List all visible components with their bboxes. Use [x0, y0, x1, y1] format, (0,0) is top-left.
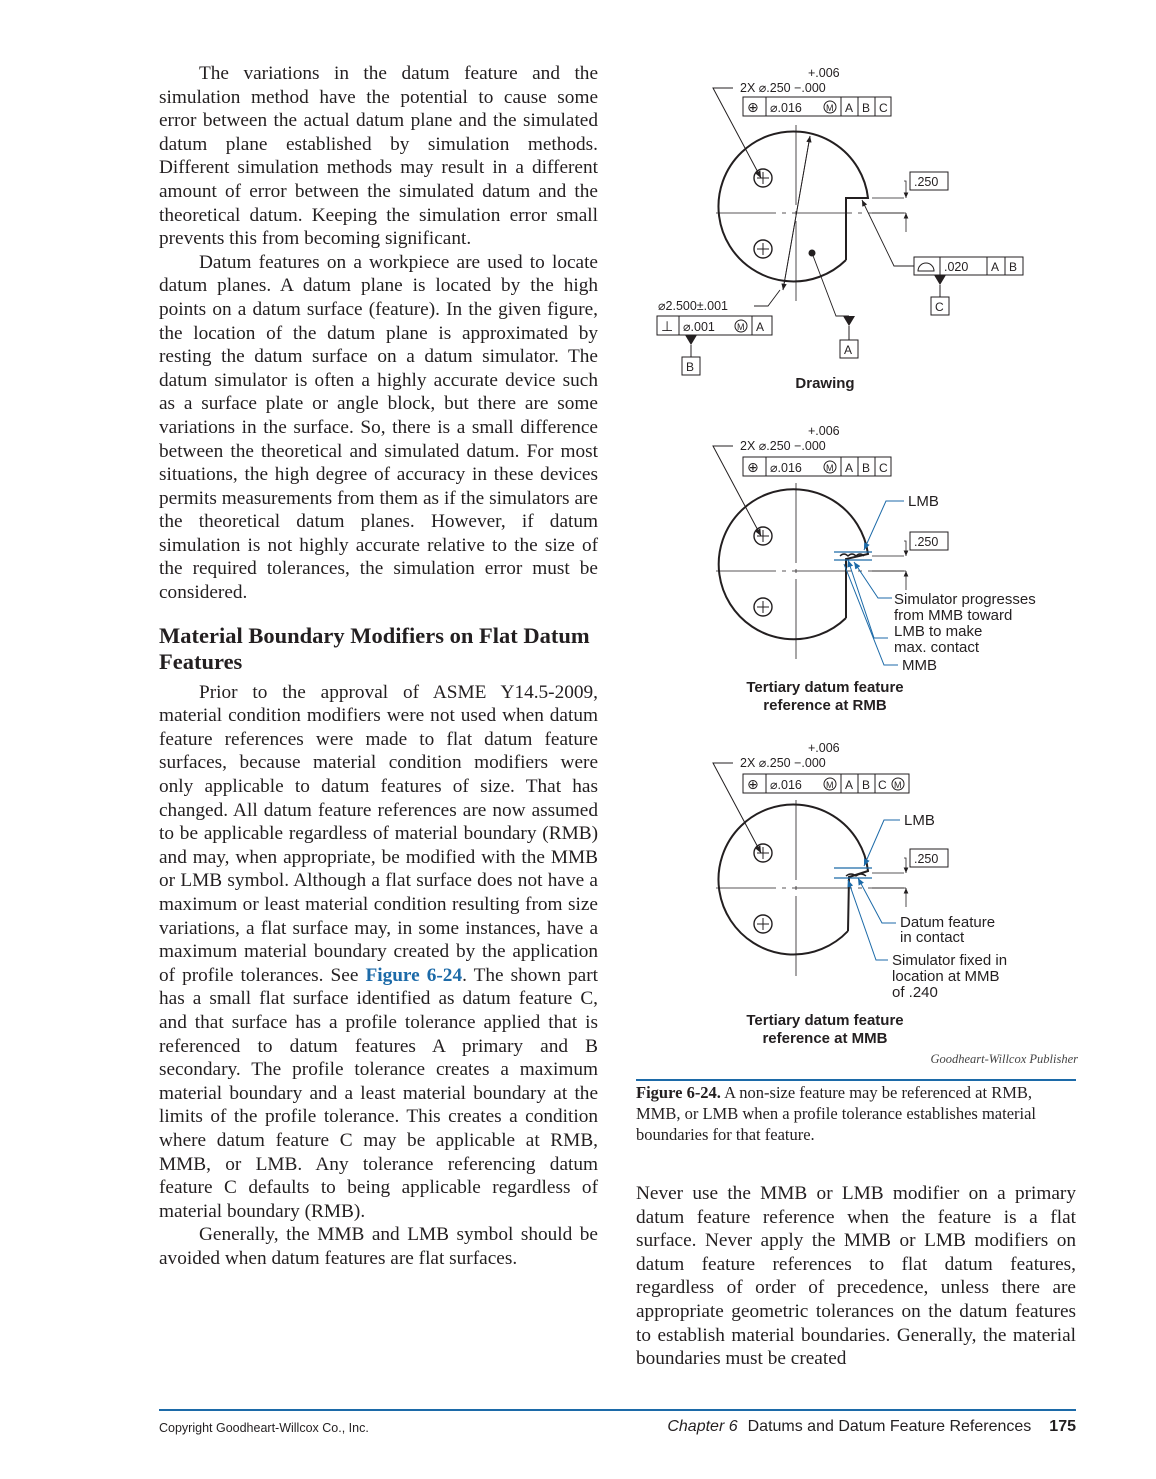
figure-caption [636, 1082, 1076, 1145]
position-symbol-icon: ⊕ [747, 459, 759, 475]
figure-6-24 [636, 60, 1078, 1070]
panel-title: Drawing [795, 375, 855, 392]
mmc-modifier: M [826, 103, 834, 113]
datum-ref: B [862, 461, 871, 475]
panel-rmb [713, 424, 1036, 714]
contact-note: Datum feature [900, 914, 996, 931]
basic-dim-250: .250 [914, 175, 939, 189]
panel-title: Tertiary datum feature [746, 1012, 904, 1029]
datum-ref: A [991, 260, 1000, 274]
datum-ref: A [845, 461, 854, 475]
simulator-fixed-note: of .240 [892, 984, 938, 1001]
datum-b-label: B [686, 360, 695, 374]
paragraph-datum-features: Datum features on a workpiece are used to locate datum planes. A datum plane is located by the high points on a datum surface (feature). In the given figure, the location of the datum plane is approximated by resting the datum surface on a datum simulator. The datum simulator is often a highly accurate device such as a surface plate or angle block, but there are some variations in the surface. So, there is a small difference between the theoretical and simulated datum. For most situations, the high degree of accuracy in these devices permits measurements from them as if the simulators are the theoretical datum planes. However, if datum simulation is not highly accurate relative to the size of the required tolerances, the simulation error must be considered. [159, 251, 598, 604]
paragraph-simulation-error: The variations in the datum feature and the simulation method have the potential to cause some error between the actual datum plane and the simulated datum plane established by simulation methods. Different simulation methods may result in a different amount of error between the simulated datum and the theoretical datum. Keeping the simulation error small prevents this from becoming significant. [159, 63, 598, 250]
basic-dim-250: .250 [914, 852, 939, 866]
hole-size-callout: 2X ⌀.250 −.000 [740, 81, 826, 95]
caption-text: A non-size feature may be referenced at RMB, MMB, or LMB when a profile tolerance establishes material boundaries for that feature. [636, 1083, 1037, 1144]
perpendicularity-icon: ⊥ [661, 318, 674, 334]
mmb-modifier: M [894, 780, 902, 790]
simulator-fixed-note: Simulator fixed in [892, 952, 1008, 969]
datum-ref: C [879, 461, 888, 475]
page-number: 175 [1049, 1418, 1076, 1435]
position-symbol-icon: ⊕ [747, 776, 759, 792]
fcf-tolerance: ⌀.016 [770, 778, 802, 792]
datum-triangle-icon [685, 335, 697, 345]
datum-ref: A [756, 320, 765, 334]
profile-tolerance: .020 [944, 260, 969, 274]
upper-tolerance: +.006 [808, 741, 840, 755]
figure-credit: Goodheart-Willcox Publisher [930, 1052, 1078, 1066]
figure-drawing [636, 60, 1078, 1070]
upper-tolerance: +.006 [808, 66, 840, 80]
footer-copyright: Copyright Goodheart-Willcox Co., Inc. [159, 1421, 369, 1435]
upper-tolerance: +.006 [808, 424, 840, 438]
panel-drawing [657, 66, 1023, 392]
mmb-label: MMB [902, 657, 937, 674]
datum-a-label: A [844, 343, 853, 357]
datum-ref: C [879, 101, 888, 115]
datum-ref: B [862, 101, 871, 115]
mmc-modifier: M [826, 780, 834, 790]
fcf-tolerance: ⌀.016 [770, 461, 802, 475]
position-fcf [743, 97, 891, 116]
mmc-modifier: M [737, 322, 745, 332]
datum-ref: A [845, 101, 854, 115]
paragraph-never-use: Never use the MMB or LMB modifier on a primary datum feature reference when the feature is a flat surface. Never apply the MMB or LMB modifiers on datum feature references to flat datum features, regardless of order of precedence, unless there are appropriate geometric tolerances on the datum features to establish material boundaries. Generally, the material boundaries must be created [636, 1183, 1076, 1370]
datum-ref: C [878, 778, 887, 792]
figure-reference-link[interactable]: Figure 6-24 [365, 964, 463, 986]
part-outline [719, 489, 868, 639]
datum-ref: A [845, 778, 854, 792]
position-fcf [743, 774, 909, 793]
datum-ref: B [862, 778, 871, 792]
panel-mmb [713, 741, 1007, 1047]
simulator-note: LMB to make [894, 623, 983, 640]
caption-label: Figure 6-24. [636, 1083, 721, 1102]
paragraph-generally: Generally, the MMB and LMB symbol should be avoided when datum features are flat surfaces. [159, 1224, 598, 1269]
datum-ref: B [1009, 260, 1018, 274]
panel-title: reference at RMB [763, 697, 887, 714]
caption-rule [636, 1079, 1076, 1081]
right-column [636, 1182, 1076, 1371]
paragraph-material-boundary [159, 681, 598, 1224]
position-fcf [743, 457, 891, 476]
datum-c-label: C [935, 300, 944, 314]
chapter-label: Chapter 6 [667, 1418, 738, 1435]
simulator-fixed-note: location at MMB [892, 968, 1000, 985]
hole-size-callout: 2X ⌀.250 −.000 [740, 439, 826, 453]
position-symbol-icon: ⊕ [747, 99, 759, 115]
simulator-note: from MMB toward [894, 607, 1013, 624]
hole-size-callout: 2X ⌀.250 −.000 [740, 756, 826, 770]
datum-triangle-icon [934, 275, 946, 285]
left-column [159, 62, 598, 1271]
profile-fcf [914, 257, 1023, 275]
fcf-tolerance: ⌀.016 [770, 101, 802, 115]
datum-triangle-icon [843, 316, 855, 326]
part-outline [718, 804, 868, 954]
contact-note: in contact [900, 929, 965, 946]
chapter-title: Datums and Datum Feature References [747, 1418, 1032, 1435]
paragraph-text: Prior to the approval of ASME Y14.5-2009, material condition modifiers were not used when datum feature references were made to flat datum feature surfaces, because material condition modifiers were only applicable to datum features of size. That has changed. All datum feature references are now assumed to be applicable regardless of material boundary (RMB) and may, when appropriate, be modified with the MMB or LMB symbol. Although a flat surface does not have a maximum or least material condition resulting from size variations, a flat surface may, in some instances, have a maximum material boundary created by the application of profile tolerances. See [159, 681, 598, 986]
mmc-modifier: M [826, 463, 834, 473]
panel-title: Tertiary datum feature [746, 679, 904, 696]
basic-dim-250: .250 [914, 535, 939, 549]
section-heading: Material Boundary Modifiers on Flat Datum Features [159, 622, 590, 674]
footer-rule [159, 1409, 1076, 1411]
footer-chapter [667, 1418, 1076, 1436]
panel-title: reference at MMB [762, 1030, 888, 1047]
part-outline [718, 131, 868, 281]
lmb-label: LMB [904, 812, 935, 829]
lmb-label: LMB [908, 493, 939, 510]
paragraph-text: . The shown part has a small flat surface identified as datum feature C, and that surface has a profile tolerance applied that is referenced to datum features A primary and B secondary. The profile tolerance creates a maximum material boundary and a least material boundary at the limits of the profile tolerance. This creates a condition where datum feature C may be applicable at RMB, MMB, or LMB. Any tolerance referencing datum feature C defaults to being applicable regardless of material boundary (RMB). [159, 964, 598, 1222]
diameter-dim: ⌀2.500±.001 [658, 299, 728, 313]
simulator-note: Simulator progresses [894, 591, 1036, 608]
simulator-note: max. contact [894, 639, 980, 656]
profile-surface-icon [918, 263, 934, 271]
perp-tolerance: ⌀.001 [683, 320, 715, 334]
perpendicularity-fcf [657, 316, 772, 335]
